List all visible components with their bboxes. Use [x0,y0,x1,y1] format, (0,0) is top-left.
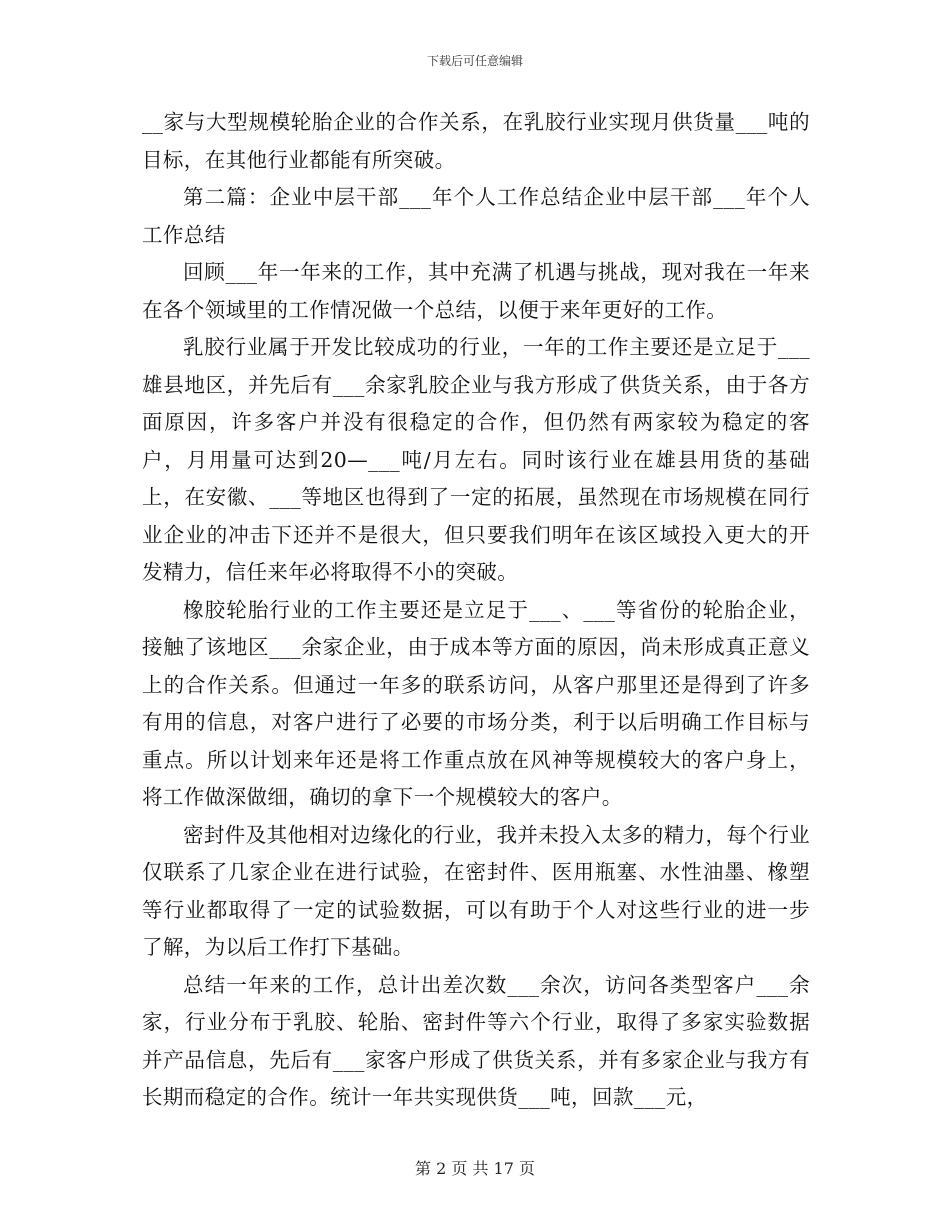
paragraph-6: 密封件及其他相对边缘化的行业，我并未投入太多的精力，每个行业仅联系了几家企业在进行试验，在密封件、医用瓶塞、水性油墨、橡塑等行业都取得了一定的试验数据，可以有助于个人对这些行业的进一步了解，为以后工作打下基础。 [142,822,810,959]
page-number-footer: 第 2 页 共 17 页 [415,1159,535,1178]
paragraph-1: __家与大型规模轮胎企业的合作关系，在乳胶行业实现月供货量___吨的目标，在其他行业都能有所突破。 [142,110,810,172]
paragraph-4: 乳胶行业属于开发比较成功的行业，一年的工作主要还是立足于___雄县地区，并先后有___余家乳胶企业与我方形成了供货关系，由于各方面原因，许多客户并没有很稳定的合作，但仍然有两家较为稳定的客户，月用量可达到20—___吨/月左右。同时该行业在雄县用货的基础上，在安徽、___等地区也得到了一定的拓展，虽然现在市场规模在同行业企业的冲击下还并不是很大，但只要我们明年在该区域投入更大的开发精力，信任来年必将取得不小的突破。 [142,335,810,584]
paragraph-7: 总结一年来的工作，总计出差次数___余次，访问各类型客户___余家，行业分布于乳胶、轮胎、密封件等六个行业，取得了多家实验数据并产品信息，先后有___家客户形成了供货关系，并有多家企业与我方有长期而稳定的合作。统计一年共实现供货___吨，回款___元， [142,972,810,1109]
paragraph-3: 回顾___年一年来的工作，其中充满了机遇与挑战，现对我在一年来在各个领域里的工作情况做一个总结，以便于来年更好的工作。 [142,260,810,322]
page-header-note: 下载后可任意编辑 [426,54,523,68]
paragraph-2-section-title: 第二篇：企业中层干部___年个人工作总结企业中层干部___年个人工作总结 [142,185,810,247]
document-body [142,104,810,1117]
paragraph-5: 橡胶轮胎行业的工作主要还是立足于___、___等省份的轮胎企业，接触了该地区___余家企业，由于成本等方面的原因，尚未形成真正意义上的合作关系。但通过一年多的联系访问，从客户那里还是得到了许多有用的信息，对客户进行了必要的市场分类，利于以后明确工作目标与重点。所以计划来年还是将工作重点放在风神等规模较大的客户身上，将工作做深做细，确切的拿下一个规模较大的客户。 [142,597,810,809]
